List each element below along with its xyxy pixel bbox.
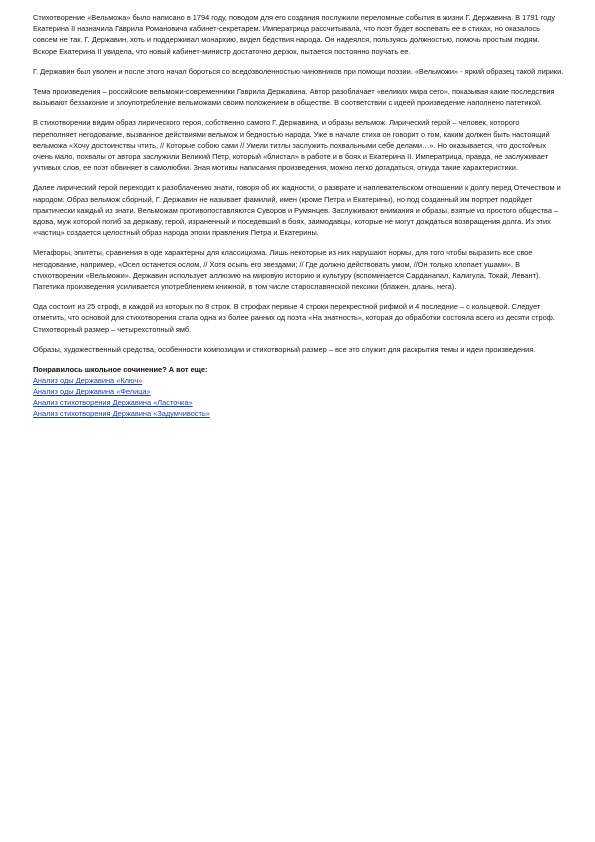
- related-link-klyuch[interactable]: Анализ оды Державина «Ключ»: [33, 376, 143, 386]
- related-title: Понравилось школьное сочинение? А вот еще:: [33, 365, 208, 375]
- article-body: [33, 12, 565, 355]
- paragraph-structure: Ода состоит из 25 строф, в каждой из которых по 8 строк. В строфах первые 4 строки перекрестной рифмой и 4 последние – с кольцевой. Следует отметить, что основой для стихотворения стала одна из более ранних од поэта «На знатность», которая до обработки состояла всего из десяти строф. Стихотворный размер – четырехстопный ямб.: [33, 302, 555, 334]
- paragraph-dismissal: Г. Державин был уволен и после этого начал бороться со вседозволенностью чиновников при помощи поэзии. «Вельможи» - яркий образец такой лирики.: [33, 66, 564, 76]
- related-essays: [33, 364, 565, 419]
- paragraph-nobility: Далее лирический герой переходит к разоблачению знати, говоря об их жадности, о разврате и наплевательском отношении к долгу перед Отечеством и народом. Образ вельмож сборный, Г. Державин не называет фамилий, имен (кроме Петра и Екатерины), но под созданный им портрет подойдет практически каждый из знати. Вельможам противопоставляются Суворов и Румянцев. Заслуживают внимания и образы, взятые из простого общества – вдова, муж которой погиб за державу, герой, израненный и поседевший в боях, заимодавцы, которые не могут дождаться возвращения долга. Из этих «частиц» создается целостный образ народа эпохи правления Петра и Екатерины.: [33, 183, 561, 238]
- list-item: [33, 397, 565, 408]
- list-item: [33, 375, 565, 386]
- related-link-zadumchivost[interactable]: Анализ стихотворения Державина «Задумчивость»: [33, 409, 210, 419]
- paragraph-intro: Стихотворение «Вельможа» было написано в 1794 году, поводом для его создания послужили переломные события в жизни Г. Державина. В 1791 году Екатерина II назначила Гаврила Романовича кабинет-секретарем. Императрица рассчитывала, что поэт будет воспевать ее в стихах, но оказалось совсем не так. Г. Державин, хоть и поддерживал монархию, видел бедствия народа. Он надеялся, пользуясь должностью, помочь простым людям. Вскоре Екатерина II увидела, что новый кабинет-министр достаточно дерзок, пытается постоянно поучать ее.: [33, 13, 556, 56]
- paragraph-lyrical-hero: В стихотворении видим образ лирического героя, собственно самого Г. Державина, и образы вельмож. Лирический герой – человек, которого переполняет негодование, вызванное действиями вельмож и бедностью народа. Уже в начале стиха он говорит о том, каким должен быть настоящий вельможа «Хочу достоинствы чтить, // Которые собою сами // Умели титлы заслужить похвальными себе делами…». Но оказывается, что достойных очень мало, похвалы от автора заслужили Великий Петр, который «блистал» в работе и в боях и Екатерина II. Императрица, правда, не заслуживает учтивых слов, ее поэт обвиняет в самолюбии. Зная мотивы написания произведения, можно легко догадаться, откуда такие характеристики.: [33, 118, 550, 173]
- related-list: [33, 375, 565, 419]
- paragraph-theme: Тема произведения – российские вельможи-современники Гаврила Державина. Автор разоблачает «великих мира сего», показывая какие последствия вызывают беззаконие и злоупотребление вельможами своим положением в обществе. В соответствии с идеей произведение наполнено патетикой.: [33, 87, 555, 108]
- list-item: [33, 408, 565, 419]
- paragraph-metaphors: Метафоры, эпитеты, сравнения в оде характерны для классицизма. Лишь некоторые из них нарушают нормы, для того чтобы выразить все свое негодование, например, «Осел останется ослом, // Хотя осыпь его звездами; // Где должно действовать умом, //Он только хлопает ушами». В стихотворении «Вельможи». Державин использует аллюзию на мировую историю и культуру (вспоминается Сарданапал, Калигула, Токай, Левант). Патетика произведения усиливается употреблением книжной, в том числе старославянской пексики (блажен, длань, нега).: [33, 248, 541, 292]
- related-link-felitsa[interactable]: Анализ оды Державина «Фелица»: [33, 387, 151, 397]
- related-link-lastochka[interactable]: Анализ стихотворения Державина «Ласточка»: [33, 398, 193, 408]
- list-item: [33, 386, 565, 397]
- paragraph-conclusion: Образы, художественный средства, особенности композиции и стихотворный размер – все это служит для раскрытия темы и идеи произведения.: [33, 344, 536, 354]
